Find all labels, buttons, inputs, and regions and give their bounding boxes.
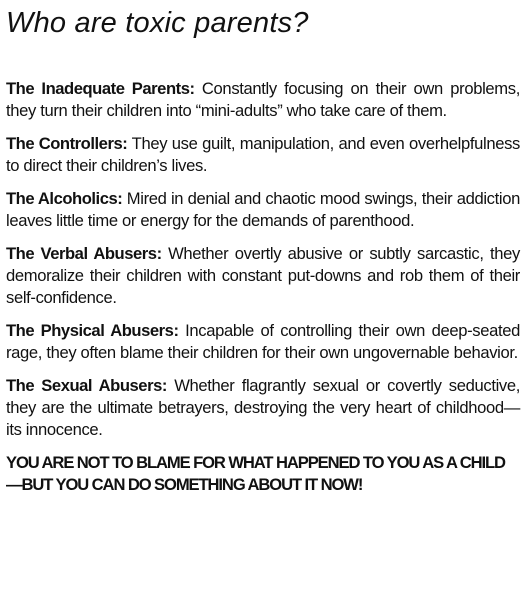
entry-term: The Alcoholics: (6, 189, 123, 208)
entry-alcoholics (6, 188, 520, 232)
entry-verbal-abusers (6, 243, 520, 309)
entry-term: The Controllers: (6, 134, 128, 153)
entry-controllers (6, 133, 520, 177)
entry-term: The Physical Abusers: (6, 321, 179, 340)
entry-inadequate-parents (6, 78, 520, 122)
entry-description: Incapable of controlling their own deep-seated rage, they often blame their children for their own ungovernable behavior. (6, 321, 520, 362)
entry-description: Whether overtly abusive or subtly sarcastic, they demoralize their children with constant put-downs and rob them of their self-confidence. (6, 244, 520, 307)
entry-description: Constantly focusing on their own problems, they turn their children into “mini-adults” who take care of them. (6, 79, 520, 120)
entry-description: Whether flagrantly sexual or covertly seductive, they are the ultimate betrayers, destroying the very heart of childhood—its innocence. (6, 376, 521, 439)
entry-list (6, 78, 520, 441)
entry-sexual-abusers (6, 375, 520, 441)
page-title: Who are toxic parents? (6, 7, 309, 39)
entry-term: The Inadequate Parents: (6, 79, 195, 98)
closing-statement: YOU ARE NOT TO BLAME FOR WHAT HAPPENED TO YOU AS A CHILD—BUT YOU CAN DO SOMETHING ABOUT IT NOW! (6, 453, 505, 494)
entry-physical-abusers (6, 320, 520, 364)
entry-term: The Verbal Abusers: (6, 244, 162, 263)
entry-description: They use guilt, manipulation, and even overhelpfulness to direct their children’s lives. (6, 134, 520, 175)
entry-description: Mired in denial and chaotic mood swings, their addiction leaves little time or energy for the demands of parenthood. (6, 189, 520, 230)
entry-term: The Sexual Abusers: (6, 376, 167, 395)
